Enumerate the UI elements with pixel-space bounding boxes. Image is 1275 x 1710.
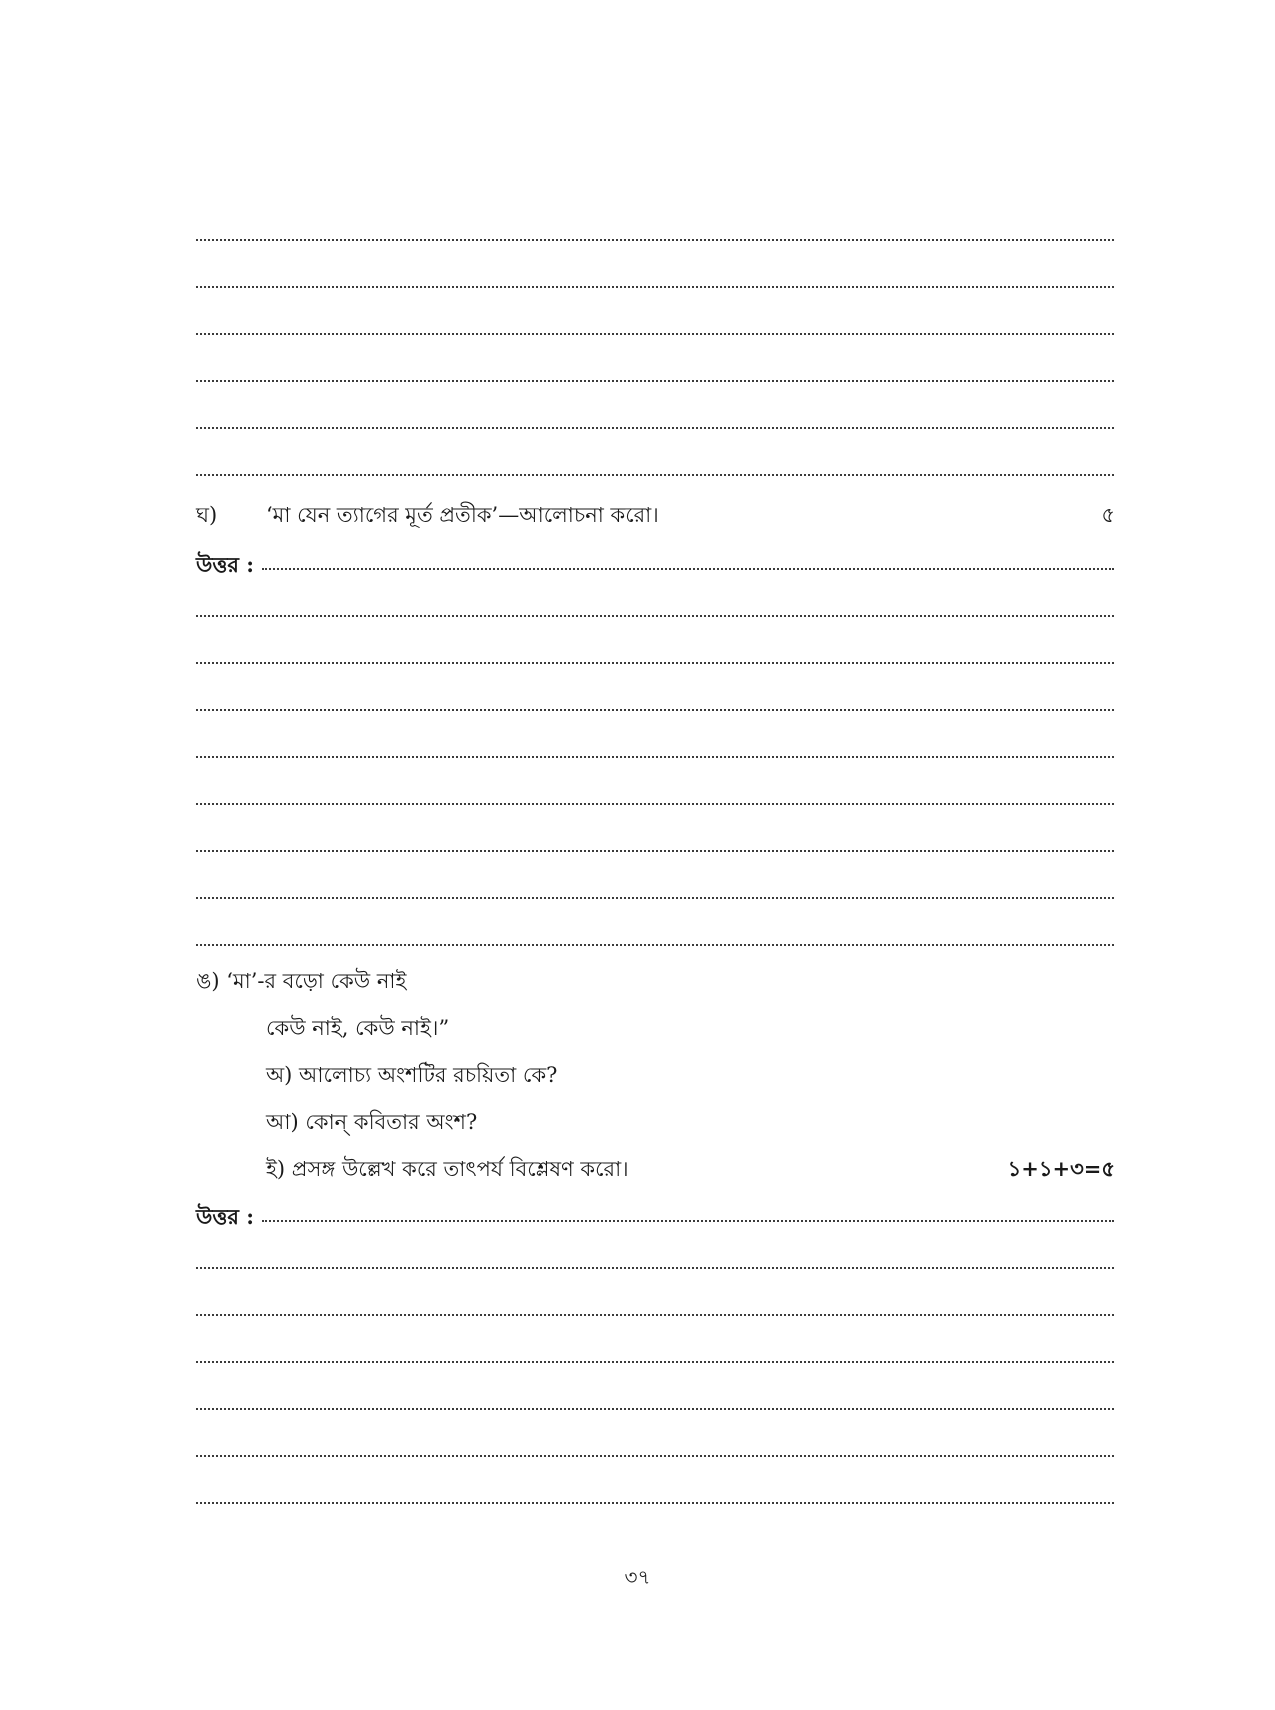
sub-question-aa: আ) কোন্ কবিতার অংশ?	[266, 1110, 478, 1134]
sub-question-i: ই) প্রসঙ্গ উল্লেখ করে তাৎপর্য বিশ্লেষণ করো।	[266, 1157, 629, 1181]
answer-line[interactable]	[196, 1361, 1114, 1363]
answer-line[interactable]	[196, 239, 1114, 241]
answer-line[interactable]	[196, 380, 1114, 382]
answer-line[interactable]	[196, 615, 1114, 617]
answer-line[interactable]	[196, 1314, 1114, 1316]
answer-line[interactable]	[196, 1408, 1114, 1410]
question-gha-marks: ৫	[1101, 503, 1115, 527]
question-gha-label: ঘ)	[196, 503, 218, 527]
answer-line[interactable]	[196, 944, 1114, 946]
answer-line[interactable]	[196, 897, 1114, 899]
answer-line[interactable]	[196, 427, 1114, 429]
page-number: ৩৭	[624, 1565, 651, 1589]
question-umo-line1: ঙ) ‘মা’-র বড়ো কেউ নাই	[196, 969, 407, 993]
answer-line[interactable]	[262, 568, 1114, 570]
answer-line[interactable]	[196, 1502, 1114, 1504]
answer-line[interactable]	[196, 803, 1114, 805]
answer-line[interactable]	[196, 850, 1114, 852]
answer-line[interactable]	[196, 662, 1114, 664]
question-umo-marks: ১+১+৩=৫	[1007, 1156, 1115, 1181]
answer-label: উত্তর :	[196, 552, 254, 577]
answer-line[interactable]	[196, 756, 1114, 758]
answer-line[interactable]	[196, 286, 1114, 288]
sub-question-a: অ) আলোচ্য অংশটির রচয়িতা কে?	[266, 1063, 558, 1087]
question-umo-quote: কেউ নাই, কেউ নাই।”	[266, 1016, 450, 1040]
answer-line[interactable]	[196, 709, 1114, 711]
question-gha-text: ‘মা যেন ত্যাগের মূর্ত প্রতীক’—আলোচনা করো।	[266, 503, 659, 527]
answer-line[interactable]	[196, 474, 1114, 476]
answer-line[interactable]	[262, 1220, 1114, 1222]
answer-line[interactable]	[196, 1455, 1114, 1457]
answer-line[interactable]	[196, 1267, 1114, 1269]
answer-line[interactable]	[196, 333, 1114, 335]
answer-label: উত্তর :	[196, 1204, 254, 1229]
